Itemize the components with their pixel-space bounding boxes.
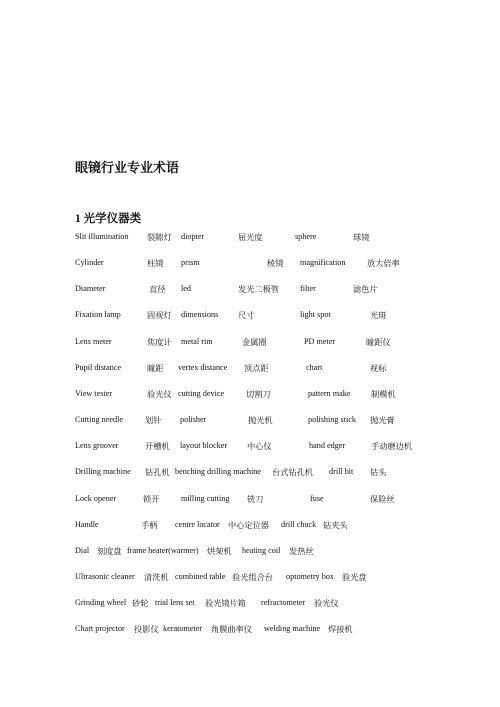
- term-english: vertex distance: [178, 362, 228, 372]
- term-english: refractometer: [261, 598, 306, 608]
- term-english: trial lens set: [155, 598, 195, 608]
- term-chinese: 台式钻孔机: [272, 468, 313, 478]
- term-chinese: 角膜曲率仪: [211, 625, 252, 635]
- term-chinese: 验光镜片箱: [205, 599, 246, 609]
- term-chinese: 放大倍率: [367, 259, 400, 269]
- term-chinese: 中心定位器: [228, 520, 269, 530]
- term-chinese: 球镜: [353, 233, 370, 242]
- term-chinese: 抛光机: [248, 416, 273, 426]
- term-chinese: 发热丝: [289, 546, 314, 556]
- term-chinese: 钻孔机: [145, 468, 170, 478]
- term-chinese: 铣刀: [247, 494, 264, 504]
- term-english: hand edger: [309, 441, 346, 451]
- term-english: combined table: [175, 571, 226, 581]
- term-row: [0, 546, 500, 560]
- term-row: [0, 441, 500, 455]
- term-english: drill chuck: [281, 519, 317, 529]
- term-english: PD meter: [304, 336, 336, 346]
- term-english: cutting device: [178, 388, 225, 398]
- term-english: heating coil: [242, 545, 281, 555]
- term-chinese: 清洗机: [144, 572, 169, 582]
- term-chinese: 滤色片: [353, 285, 378, 295]
- term-chinese: 直径: [149, 285, 166, 295]
- term-english: centre locator: [175, 519, 220, 529]
- term-chinese: 验光仪: [314, 599, 339, 609]
- term-english: drill bit: [329, 467, 354, 477]
- term-chinese: 开槽机: [145, 442, 170, 452]
- term-chinese: 视标: [370, 363, 387, 373]
- term-chinese: 焦度计: [147, 337, 172, 347]
- term-chinese: 投影仪: [134, 625, 159, 635]
- term-english: layout blocker: [180, 441, 228, 451]
- term-english: Lens groover: [75, 441, 119, 451]
- term-english: Grinding wheel: [75, 598, 127, 608]
- term-english: keratometer: [163, 624, 203, 634]
- term-english: optometry box: [286, 571, 334, 581]
- term-chinese: 焊接机: [328, 625, 353, 635]
- term-chinese: 发光二极管: [238, 285, 279, 295]
- term-row: [0, 363, 500, 377]
- term-chinese: 手柄: [141, 520, 158, 530]
- term-english: polishing stick: [308, 415, 356, 425]
- term-english: Dial: [75, 545, 90, 555]
- term-row: [0, 520, 500, 534]
- term-english: milling cutting: [181, 493, 230, 503]
- term-chinese: 制模机: [371, 389, 396, 399]
- term-chinese: 棱镜: [267, 259, 284, 269]
- term-english: Lock opener: [75, 493, 117, 503]
- term-row: [0, 337, 500, 351]
- term-english: prism: [181, 258, 200, 268]
- term-english: light spot: [300, 310, 331, 320]
- term-chinese: 光斑: [370, 311, 387, 321]
- term-row: [0, 467, 500, 481]
- term-english: benching drilling machine: [175, 467, 261, 477]
- term-chinese: 保险丝: [370, 494, 395, 504]
- term-chinese: 屈光度: [238, 233, 263, 242]
- term-chinese: 中心仪: [247, 442, 272, 452]
- term-row: [0, 598, 500, 612]
- term-chinese: 砂轮: [132, 599, 149, 609]
- term-row: [0, 494, 500, 508]
- term-chinese: 刻度盘: [97, 546, 122, 556]
- term-english: Drilling machine: [75, 467, 131, 477]
- term-row: [0, 572, 500, 586]
- term-row: [0, 284, 500, 298]
- term-english: Slit illumination: [75, 232, 129, 241]
- term-english: Pupil distance: [75, 362, 122, 372]
- term-chinese: 柱镜: [147, 259, 164, 269]
- document-title: 眼镜行业专业术语: [75, 160, 180, 175]
- term-chinese: 手动磨边机: [371, 442, 412, 452]
- term-english: Lens meter: [75, 336, 112, 346]
- term-english: diopter: [181, 232, 205, 241]
- term-chinese: 尺寸: [238, 311, 255, 321]
- term-english: filter: [300, 284, 316, 294]
- term-chinese: 验光盘: [342, 572, 367, 582]
- term-chinese: 钻头: [370, 468, 387, 478]
- term-chinese: 抛光膏: [370, 416, 395, 426]
- term-english: frame heater(warmer): [127, 545, 199, 555]
- term-row: [0, 624, 500, 638]
- term-chinese: 验光仪: [147, 389, 172, 399]
- term-english: dimensions: [181, 310, 219, 320]
- term-english: magnification: [300, 258, 346, 268]
- term-english: sphere: [295, 232, 317, 241]
- term-english: Handle: [75, 519, 99, 529]
- term-chinese: 顶点距: [244, 363, 269, 373]
- term-chinese: 锁开: [143, 494, 160, 504]
- term-english: welding machine: [264, 624, 321, 634]
- term-english: Fixation lamp: [75, 310, 121, 320]
- term-chinese: 固视灯: [147, 311, 172, 321]
- term-chinese: 瞳距: [147, 363, 164, 373]
- term-row: [0, 389, 500, 403]
- term-row: [0, 232, 500, 246]
- term-english: View tester: [75, 388, 113, 398]
- term-chinese: 烘架机: [207, 546, 232, 556]
- term-chinese: 瞳距仪: [366, 337, 391, 347]
- term-english: pattern make: [308, 388, 351, 398]
- term-english: polisher: [180, 415, 207, 425]
- term-english: Chart projector: [75, 624, 125, 634]
- term-chinese: 验光组合台: [232, 572, 273, 582]
- term-row: [0, 258, 500, 272]
- term-row: [0, 415, 500, 429]
- term-english: Ultrasonic cleaner: [75, 571, 135, 581]
- term-chinese: 裂隙灯: [147, 233, 172, 242]
- term-english: fuse: [310, 493, 324, 503]
- term-chinese: 钻夹头: [323, 520, 348, 530]
- term-english: led: [181, 284, 192, 294]
- term-english: Diameter: [75, 284, 106, 294]
- section-heading: 1 光学仪器类: [75, 213, 142, 225]
- term-english: chart: [306, 362, 323, 372]
- term-english: metal rim: [181, 336, 213, 346]
- term-chinese: 划针: [145, 416, 162, 426]
- term-chinese: 金属圈: [242, 337, 267, 347]
- term-chinese: 切割刀: [246, 389, 271, 399]
- term-english: Cutting needle: [75, 415, 123, 425]
- term-english: Cylinder: [75, 258, 104, 268]
- term-row: [0, 310, 500, 324]
